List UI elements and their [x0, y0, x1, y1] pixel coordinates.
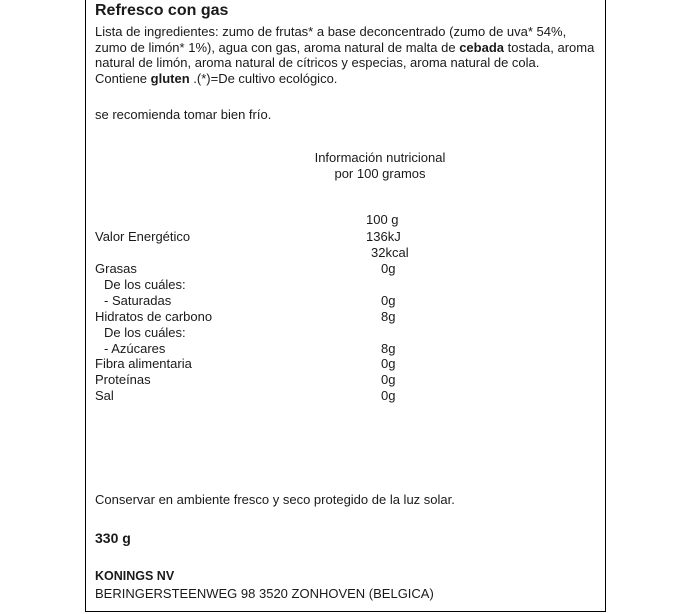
- ingredients-text: [95, 24, 595, 86]
- storage-instructions: Conservar en ambiente fresco y seco protegido de la luz solar.: [95, 492, 455, 507]
- allergen-gluten: gluten: [150, 70, 190, 86]
- nutrition-column-header: 100 g: [366, 212, 399, 227]
- nutrient-value: 0g: [381, 372, 396, 387]
- energy-label: Valor Energético: [95, 229, 191, 244]
- ingredients-part-3: .(*)=De cultivo ecológico.: [189, 70, 338, 86]
- energy-kcal: 32kcal: [371, 245, 409, 260]
- nutrient-value: 0g: [381, 388, 396, 403]
- energy-kj: 136kJ: [366, 229, 401, 244]
- nutrient-value: 0g: [381, 293, 396, 308]
- nutrient-label: Fibra alimentaria: [95, 356, 192, 371]
- nutrient-value: 0g: [381, 261, 396, 276]
- nutrient-value: 0g: [381, 356, 396, 371]
- nutrient-label: Proteínas: [95, 372, 151, 387]
- ingredients-part-2: tostada, aroma natural de limón, aroma natural de cítricos y especias, aroma natural de cola. Contiene: [95, 39, 595, 86]
- nutrient-label: De los cuáles:: [104, 277, 186, 292]
- nutrition-heading-line1: Información nutricional: [314, 150, 446, 165]
- net-weight: 330 g: [95, 530, 131, 546]
- serving-recommendation: se recomienda tomar bien frío.: [95, 107, 272, 122]
- nutrition-heading-line2: por 100 gramos: [334, 166, 426, 181]
- company-address: BERINGERSTEENWEG 98 3520 ZONHOVEN (BELGICA): [95, 586, 434, 601]
- nutrient-label: Hidratos de carbono: [95, 309, 213, 324]
- nutrient-label: - Azúcares: [104, 341, 166, 356]
- nutrient-value: 8g: [381, 309, 396, 324]
- ingredients-part-1: Lista de ingredientes: zumo de frutas* a base deconcentrado (zumo de uva* 54%, zumo de limón* 1%), agua con gas, aroma natural de malta de: [95, 24, 567, 55]
- product-title: Refresco con gas: [95, 2, 229, 19]
- nutrient-label: De los cuáles:: [104, 325, 186, 340]
- company-name: KONINGS NV: [95, 569, 175, 583]
- nutrient-label: - Saturadas: [104, 293, 172, 308]
- nutrient-label: Grasas: [95, 261, 137, 276]
- allergen-cebada: cebada: [459, 39, 505, 55]
- nutrient-value: 8g: [381, 341, 396, 356]
- nutrient-label: Sal: [95, 388, 114, 403]
